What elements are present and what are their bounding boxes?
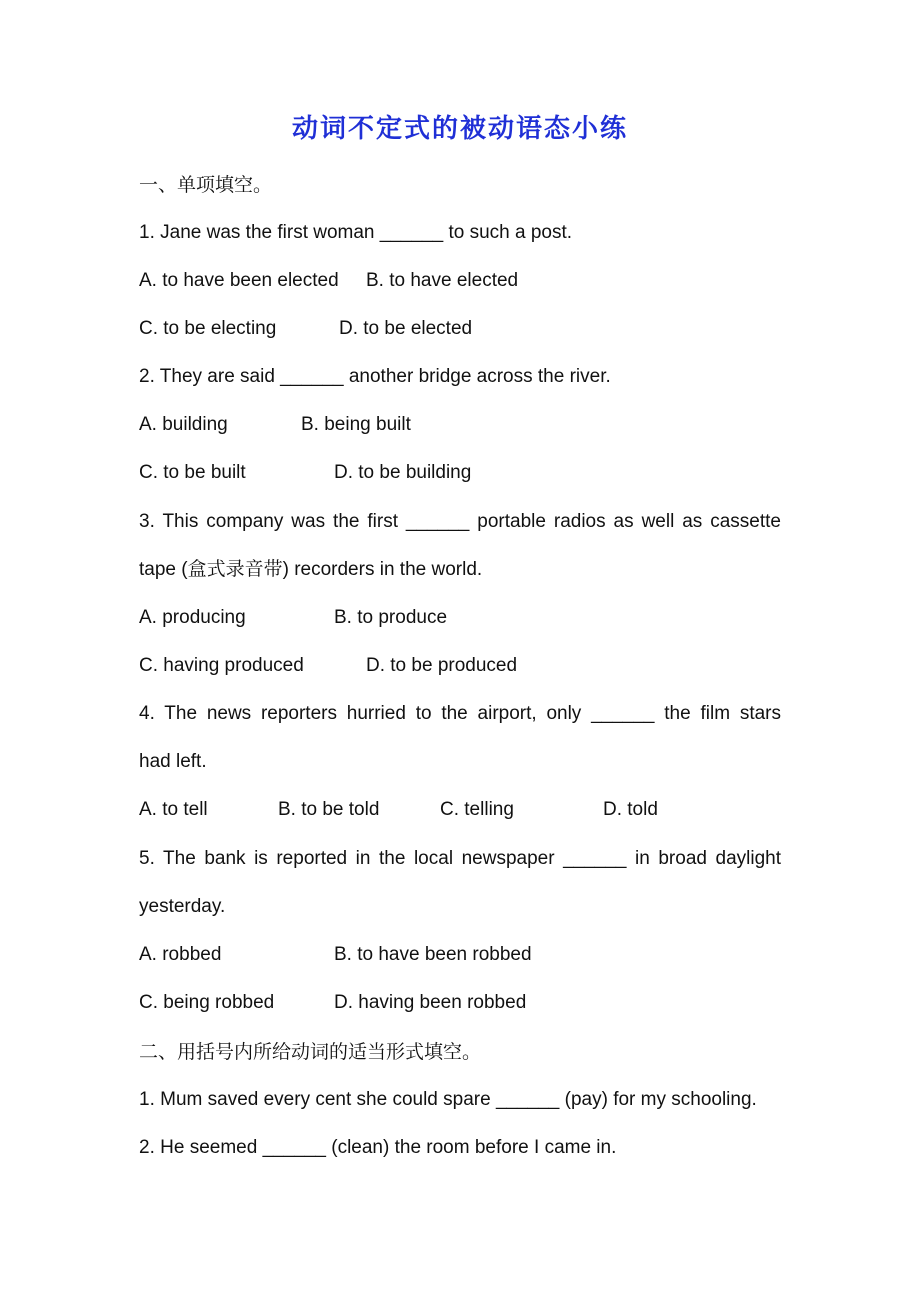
question-3-option-b: B. to produce: [334, 607, 448, 628]
question-2-option-a: A. building: [139, 414, 228, 435]
section-heading-2: 二、用括号内所给动词的适当形式填空。: [139, 1041, 482, 1063]
question-4-stem-line-1: 4. The news reporters hurried to the airport, only ______ the film stars: [139, 703, 781, 724]
question-4-option-b: B. to be told: [278, 799, 380, 820]
question-4-option-a: A. to tell: [139, 799, 208, 820]
question-4-stem-line-2: had left.: [139, 751, 207, 772]
question-4-option-d: D. told: [603, 799, 658, 820]
question-4-option-c: C. telling: [440, 799, 514, 820]
section-heading-1: 一、单项填空。: [139, 174, 273, 196]
question-1-option-a: A. to have been elected: [139, 270, 339, 291]
question-1-option-d: D. to be elected: [339, 318, 473, 339]
question-1-option-c: C. to be electing: [139, 318, 277, 339]
question-1-option-b: B. to have elected: [366, 270, 519, 291]
question-3-stem-line-2: tape (盒式录音带) recorders in the world.: [139, 559, 483, 580]
question-5-option-d: D. having been robbed: [334, 992, 527, 1013]
question-2-option-b: B. being built: [301, 414, 411, 435]
question-2-stem: 2. They are said ______ another bridge across the river.: [139, 366, 611, 387]
question-5-option-a: A. robbed: [139, 944, 222, 965]
question-3-option-a: A. producing: [139, 607, 246, 628]
question-2-option-c: C. to be built: [139, 462, 246, 483]
question-5-stem-line-2: yesterday.: [139, 896, 226, 917]
question-3-option-c: C. having produced: [139, 655, 304, 676]
question-3-stem-line-1: 3. This company was the first ______ portable radios as well as cassette: [139, 511, 781, 532]
question-5-stem-line-1: 5. The bank is reported in the local newspaper ______ in broad daylight: [139, 848, 781, 869]
question-3-option-d: D. to be produced: [366, 655, 518, 676]
question-5-option-c: C. being robbed: [139, 992, 275, 1013]
question-5-option-b: B. to have been robbed: [334, 944, 532, 965]
question-1-stem: 1. Jane was the first woman ______ to such a post.: [139, 222, 573, 243]
fill-item-1: 1. Mum saved every cent she could spare ______ (pay) for my schooling.: [139, 1089, 757, 1110]
question-2-option-d: D. to be building: [334, 462, 472, 483]
fill-item-2: 2. He seemed ______ (clean) the room before I came in.: [139, 1137, 617, 1158]
page-title: 动词不定式的被动语态小练: [291, 114, 628, 144]
